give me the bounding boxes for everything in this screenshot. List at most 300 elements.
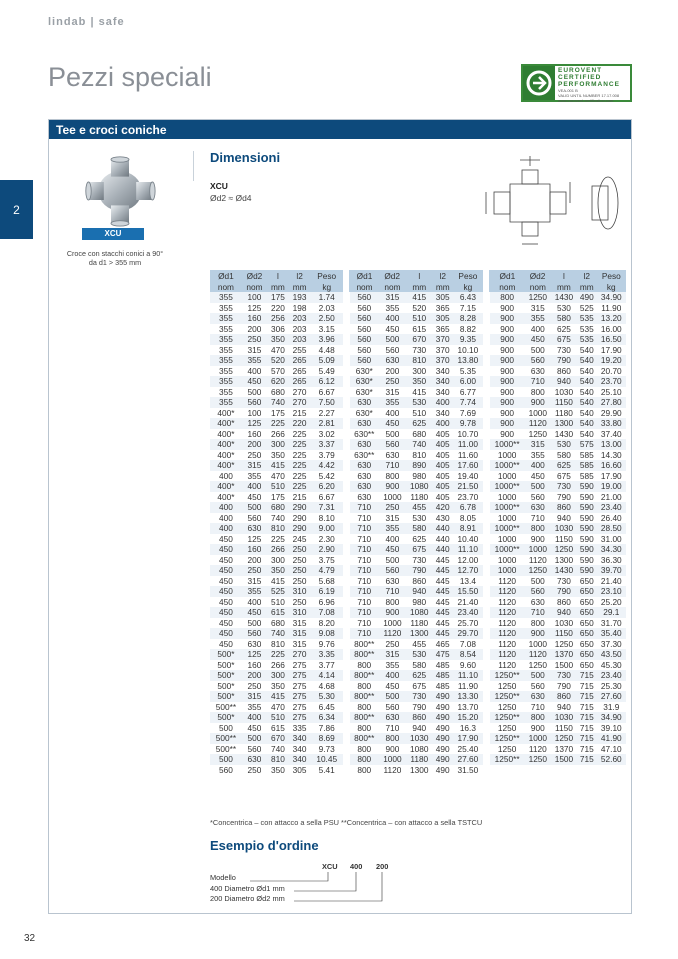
table-cell: 1370 — [551, 744, 577, 755]
table-cell: 740 — [406, 439, 433, 450]
table-cell: 16.50 — [597, 334, 626, 345]
table-row — [350, 660, 484, 671]
table-cell: 11.60 — [453, 450, 483, 461]
table-row — [490, 376, 627, 387]
table-cell: 650 — [577, 586, 597, 597]
table-cell: 680 — [267, 502, 289, 513]
table-row — [210, 513, 343, 524]
table-unit: mm — [433, 281, 453, 292]
table-cell: 370 — [433, 355, 453, 366]
table-cell: 340 — [289, 733, 311, 744]
table-cell: 530 — [406, 397, 433, 408]
table-cell: 800** — [350, 691, 380, 702]
table-cell: 440 — [433, 544, 453, 555]
table-cell: 340 — [289, 744, 311, 755]
table-cell: 540 — [577, 397, 597, 408]
table-cell — [490, 765, 525, 776]
table-row — [350, 523, 484, 534]
table-cell: 630 — [350, 481, 380, 492]
table-cell: 8.20 — [310, 618, 343, 629]
table-cell: 500 — [379, 691, 406, 702]
table-cell: 17.90 — [597, 471, 626, 482]
table-row — [210, 450, 343, 461]
table-cell: 20.70 — [597, 366, 626, 377]
table-cell: 25.20 — [597, 597, 626, 608]
table-cell: 1000 — [525, 733, 551, 744]
table-cell: 800 — [350, 660, 380, 671]
table-cell: 306 — [267, 324, 289, 335]
table-cell: 250 — [242, 681, 267, 692]
table-cell: 31.50 — [453, 765, 483, 776]
table-row — [490, 292, 627, 303]
table-row — [210, 639, 343, 650]
table-cell: 860 — [551, 597, 577, 608]
table-cell: 8.05 — [453, 513, 483, 524]
table-cell: 560 — [525, 355, 551, 366]
table-cell: 1000 — [490, 534, 525, 545]
table-cell: 19.40 — [453, 471, 483, 482]
table-cell: 7.08 — [310, 607, 343, 618]
table-cell — [597, 765, 626, 776]
table-cell: 710 — [350, 502, 380, 513]
table-cell: 800 — [350, 702, 380, 713]
table-cell: 1250 — [525, 754, 551, 765]
table-row — [210, 597, 343, 608]
table-cell: 5.41 — [310, 765, 343, 776]
table-cell: 730 — [406, 691, 433, 702]
table-cell: 315 — [242, 691, 267, 702]
table-row — [210, 313, 343, 324]
table-cell: 560 — [525, 586, 551, 597]
table-cell: 17.90 — [597, 345, 626, 356]
table-cell: 225 — [289, 481, 311, 492]
table-cell: 400 — [433, 397, 453, 408]
table-cell: 1250 — [525, 292, 551, 303]
table-cell: 1120 — [525, 418, 551, 429]
table-cell: 625 — [406, 534, 433, 545]
table-cell: 2.27 — [310, 408, 343, 419]
table-cell: 340 — [433, 387, 453, 398]
table-cell: 450 — [379, 324, 406, 335]
table-cell: 8.69 — [310, 733, 343, 744]
table-row — [490, 670, 627, 681]
table-cell: 740 — [267, 628, 289, 639]
table-cell: 450 — [210, 555, 242, 566]
table-cell: 810 — [267, 523, 289, 534]
table-row — [210, 523, 343, 534]
table-cell: 1000** — [490, 460, 525, 471]
table-cell: 290 — [289, 513, 311, 524]
table-cell: 2.30 — [310, 534, 343, 545]
table-row — [210, 691, 343, 702]
table-cell: 350 — [267, 681, 289, 692]
table-cell: 1150 — [551, 723, 577, 734]
table-cell: 160 — [242, 313, 267, 324]
table-cell: 315 — [525, 439, 551, 450]
table-row — [490, 555, 627, 566]
table-row — [210, 649, 343, 660]
table-cell — [525, 765, 551, 776]
table-cell: 203 — [289, 324, 311, 335]
table-row — [210, 303, 343, 314]
table-cell: 35.40 — [597, 628, 626, 639]
table-cell: 305 — [433, 292, 453, 303]
table-cell: 405 — [433, 439, 453, 450]
table-cell: 560 — [525, 681, 551, 692]
table-cell: 1030 — [551, 618, 577, 629]
table-cell: 100 — [242, 292, 267, 303]
table-cell: 510 — [267, 481, 289, 492]
table-cell: 315 — [379, 292, 406, 303]
table-cell: 1300 — [406, 765, 433, 776]
table-row — [350, 376, 484, 387]
table-cell: 400* — [210, 460, 242, 471]
table-cell: 1180 — [406, 492, 433, 503]
table-cell: 125 — [242, 303, 267, 314]
table-cell: 19.00 — [597, 481, 626, 492]
table-cell: 11.90 — [453, 681, 483, 692]
table-cell: 510 — [267, 712, 289, 723]
table-cell: 256 — [267, 313, 289, 324]
table-row — [350, 544, 484, 555]
table-cell: 29.90 — [597, 408, 626, 419]
table-cell: 6.78 — [453, 502, 483, 513]
table-cell: 11.00 — [453, 439, 483, 450]
table-cell: 620 — [267, 376, 289, 387]
table-cell: 310 — [289, 586, 311, 597]
table-cell: 540 — [577, 376, 597, 387]
table-cell: 415 — [267, 576, 289, 587]
table-cell: 160 — [242, 429, 267, 440]
table-cell: 290 — [289, 523, 311, 534]
table-cell: 270 — [289, 397, 311, 408]
cross-fitting-icon — [84, 155, 156, 227]
table-cell: 26.40 — [597, 513, 626, 524]
table-cell: 630** — [350, 450, 380, 461]
order-value1: 400 — [350, 862, 363, 871]
table-row — [350, 292, 484, 303]
table-row — [350, 565, 484, 576]
table-cell: 405 — [433, 492, 453, 503]
table-row — [350, 492, 484, 503]
table-cell: 710 — [350, 607, 380, 618]
table-cell: 400* — [210, 408, 242, 419]
table-cell: 630* — [350, 366, 380, 377]
table-cell: 10.45 — [310, 754, 343, 765]
table-row — [210, 324, 343, 335]
table-cell: 740 — [267, 397, 289, 408]
table-row — [350, 303, 484, 314]
table-cell: 625 — [551, 324, 577, 335]
table-cell: 580 — [406, 660, 433, 671]
table-cell: 800 — [525, 523, 551, 534]
table-row — [490, 723, 627, 734]
table-cell: 37.30 — [597, 639, 626, 650]
table-row — [350, 597, 484, 608]
table-cell: 355 — [379, 303, 406, 314]
table-cell: 630 — [350, 439, 380, 450]
table-row — [490, 576, 627, 587]
table-cell: 400* — [210, 418, 242, 429]
table-cell: 400 — [379, 534, 406, 545]
table-cell: 500** — [210, 733, 242, 744]
table-cell: 6.67 — [310, 387, 343, 398]
table-cell: 670 — [267, 733, 289, 744]
table-unit: kg — [597, 281, 626, 292]
table-cell: 800** — [350, 649, 380, 660]
table-cell: 560 — [350, 313, 380, 324]
table-row — [490, 765, 627, 776]
table-cell: 400 — [379, 670, 406, 681]
table-row — [350, 397, 484, 408]
table-cell: 160 — [242, 544, 267, 555]
table-cell: 455 — [406, 502, 433, 513]
table-cell: 800 — [350, 723, 380, 734]
table-row — [490, 649, 627, 660]
table-cell: 630 — [350, 492, 380, 503]
table-cell: 275 — [289, 702, 311, 713]
table-cell: 400* — [210, 429, 242, 440]
table-row — [350, 460, 484, 471]
table-cell: 1250 — [525, 565, 551, 576]
table-cell: 355 — [525, 313, 551, 324]
dimensions-table-2 — [349, 270, 483, 775]
table-cell: 160 — [242, 660, 267, 671]
table-cell: 455 — [406, 639, 433, 650]
table-cell: 980 — [406, 471, 433, 482]
cert-small2: VALID UNTIL NUMBER 17.17.008 — [558, 93, 620, 98]
table-cell: 900 — [490, 355, 525, 366]
table-cell: 730 — [551, 576, 577, 587]
table-cell: 400 — [433, 418, 453, 429]
table-cell: 540 — [577, 355, 597, 366]
table-header: Ød1 — [490, 270, 525, 281]
table-unit: mm — [267, 281, 289, 292]
table-cell: 1120 — [525, 649, 551, 660]
table-cell: 250 — [289, 576, 311, 587]
table-row — [350, 418, 484, 429]
table-cell: 315 — [525, 303, 551, 314]
order-line2: 200 Diametro Ød2 mm — [210, 894, 285, 903]
table-cell: 1120 — [525, 555, 551, 566]
table-cell: 940 — [551, 513, 577, 524]
dimensions-heading: Dimensioni — [210, 150, 281, 165]
table-cell: 255 — [289, 345, 311, 356]
table-row — [210, 460, 343, 471]
table-row — [350, 754, 484, 765]
table-cell: 445 — [433, 597, 453, 608]
table-header: Ød1 — [350, 270, 380, 281]
table-row — [490, 408, 627, 419]
product-caption: Croce con stacchi conici a 90° da d1 > 355 mm — [66, 249, 164, 267]
table-cell: 250 — [289, 597, 311, 608]
table-cell: 6.20 — [310, 481, 343, 492]
table-cell: 1300 — [551, 418, 577, 429]
table-row — [350, 387, 484, 398]
table-cell: 350 — [406, 376, 433, 387]
table-row — [350, 576, 484, 587]
table-cell: 350 — [267, 765, 289, 776]
table-cell: 17.90 — [453, 733, 483, 744]
table-cell: 540 — [577, 429, 597, 440]
table-cell: 21.50 — [453, 481, 483, 492]
table-cell: 500* — [210, 712, 242, 723]
table-cell: 490 — [433, 712, 453, 723]
table-cell: 3.96 — [310, 334, 343, 345]
table-unit: nom — [210, 281, 242, 292]
table-cell: 500** — [210, 702, 242, 713]
table-row — [210, 660, 343, 671]
table-cell: 1150 — [551, 534, 577, 545]
table-cell: 175 — [267, 292, 289, 303]
table-cell: 1000 — [525, 639, 551, 650]
table-cell: 225 — [289, 429, 311, 440]
table-row — [490, 418, 627, 429]
table-cell: 21.40 — [597, 576, 626, 587]
table-cell: 6.19 — [310, 586, 343, 597]
table-row — [490, 597, 627, 608]
table-row — [350, 324, 484, 335]
table-header: l2 — [289, 270, 311, 281]
table-cell: 570 — [267, 366, 289, 377]
table-cell: 800 — [350, 754, 380, 765]
table-cell: 500 — [379, 334, 406, 345]
table-cell: 450 — [210, 586, 242, 597]
table-row — [490, 544, 627, 555]
chapter-side-tab[interactable]: 2 — [0, 180, 33, 239]
table-cell: 450 — [210, 565, 242, 576]
table-cell: 1250 — [490, 702, 525, 713]
table-cell: 400 — [379, 408, 406, 419]
table-cell: 3.79 — [310, 450, 343, 461]
table-cell: 1300 — [406, 628, 433, 639]
table-header: Ød2 — [242, 270, 267, 281]
table-cell: 715 — [577, 712, 597, 723]
table-cell: 450 — [210, 639, 242, 650]
table-cell: 810 — [406, 450, 433, 461]
table-cell: 355 — [242, 355, 267, 366]
table-cell: 650 — [577, 597, 597, 608]
table-cell: 335 — [289, 723, 311, 734]
table-cell: 710 — [379, 723, 406, 734]
table-row — [490, 513, 627, 524]
table-cell: 315 — [242, 345, 267, 356]
table-cell: 530 — [406, 513, 433, 524]
table-cell: 8.91 — [453, 523, 483, 534]
table-unit: nom — [490, 281, 525, 292]
table-row — [490, 313, 627, 324]
table-row — [490, 691, 627, 702]
order-example-heading: Esempio d'ordine — [210, 838, 319, 853]
table-cell: 365 — [433, 324, 453, 335]
table-cell: 6.34 — [310, 712, 343, 723]
table-row — [210, 492, 343, 503]
table-cell: 900 — [490, 366, 525, 377]
brand-label: lindab | safe — [48, 16, 125, 28]
table-cell: 560 — [242, 513, 267, 524]
table-cell: 1120 — [490, 649, 525, 660]
table-cell: 710 — [350, 513, 380, 524]
table-cell: 500 — [379, 429, 406, 440]
table-cell: 800 — [350, 744, 380, 755]
table-cell: 250 — [242, 565, 267, 576]
table-row — [350, 555, 484, 566]
table-unit: nom — [525, 281, 551, 292]
table-cell: 900 — [490, 313, 525, 324]
table-row — [210, 712, 343, 723]
table-cell: 5.09 — [310, 355, 343, 366]
table-row — [210, 723, 343, 734]
table-row — [490, 397, 627, 408]
table-cell: 535 — [577, 324, 597, 335]
table-cell: 2.90 — [310, 544, 343, 555]
table-cell: 400* — [210, 439, 242, 450]
table-cell: 275 — [289, 681, 311, 692]
table-cell: 710 — [350, 586, 380, 597]
table-cell: 355 — [242, 702, 267, 713]
table-cell: 355 — [379, 660, 406, 671]
table-row — [350, 313, 484, 324]
table-cell: 5.49 — [310, 366, 343, 377]
table-cell: 355 — [210, 345, 242, 356]
table-cell: 4.14 — [310, 670, 343, 681]
table-cell: 45.30 — [597, 660, 626, 671]
table-cell: 2.81 — [310, 418, 343, 429]
table-cell: 6.43 — [453, 292, 483, 303]
table-cell: 1030 — [406, 733, 433, 744]
table-row — [490, 345, 627, 356]
table-cell: 790 — [406, 702, 433, 713]
table-cell: 27.60 — [597, 691, 626, 702]
table-row — [350, 355, 484, 366]
table-cell: 510 — [267, 597, 289, 608]
table-cell: 1120 — [379, 765, 406, 776]
table-cell: 225 — [267, 418, 289, 429]
table-cell: 445 — [433, 576, 453, 587]
table-cell: 530 — [406, 649, 433, 660]
table-cell: 9.73 — [310, 744, 343, 755]
table-cell: 250 — [242, 765, 267, 776]
table-cell: 3.75 — [310, 555, 343, 566]
table-unit: kg — [310, 281, 343, 292]
table-cell: 400 — [242, 712, 267, 723]
table-row — [350, 712, 484, 723]
table-cell: 1250 — [490, 681, 525, 692]
table-cell: 13.00 — [597, 439, 626, 450]
table-cell: 250 — [379, 376, 406, 387]
table-row — [350, 681, 484, 692]
table-cell: 315 — [242, 460, 267, 471]
eurovent-logo-icon — [523, 66, 555, 100]
table-cell: 15.20 — [453, 712, 483, 723]
table-cell: 1000** — [490, 439, 525, 450]
table-cell: 630* — [350, 408, 380, 419]
table-cell: 1080 — [406, 744, 433, 755]
table-cell: 615 — [267, 607, 289, 618]
table-cell: 1180 — [406, 618, 433, 629]
table-cell: 1250 — [525, 429, 551, 440]
table-cell: 415 — [267, 691, 289, 702]
table-cell: 225 — [289, 471, 311, 482]
table-cell: 790 — [551, 586, 577, 597]
table-cell: 900 — [490, 334, 525, 345]
table-cell: 1120 — [525, 744, 551, 755]
dimensions-formula: Ød2 ≈ Ød4 — [210, 193, 252, 203]
table-cell: 400 — [379, 313, 406, 324]
table-cell: 450 — [242, 376, 267, 387]
table-cell: 400 — [525, 324, 551, 335]
table-cell: 500 — [525, 576, 551, 587]
